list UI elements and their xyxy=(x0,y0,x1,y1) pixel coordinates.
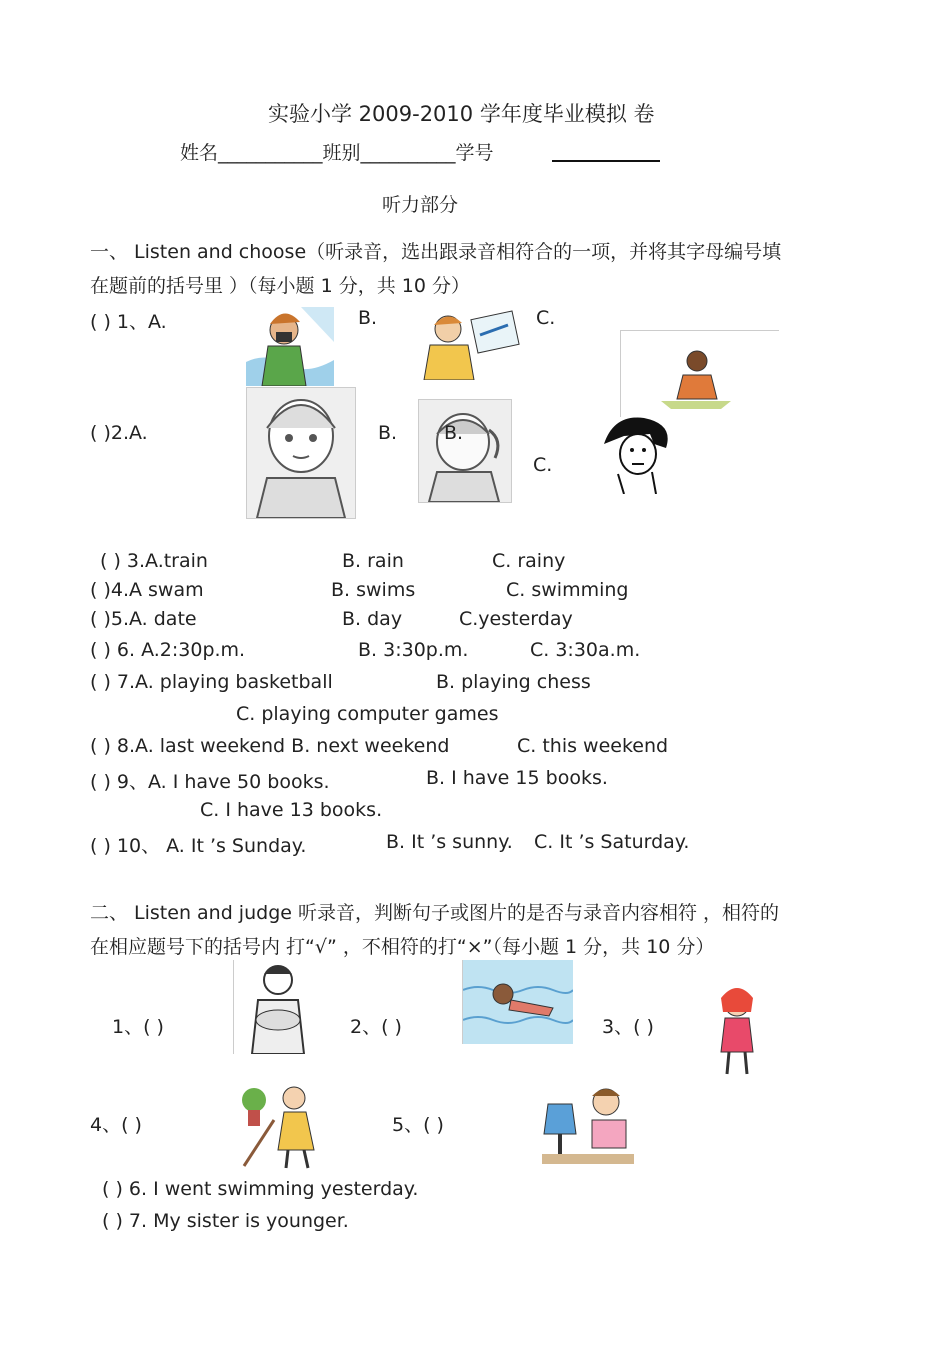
student-info-line xyxy=(180,138,494,165)
judge-item-3: 3、( ) xyxy=(602,1016,654,1038)
section-title: 听力部分 xyxy=(382,194,459,216)
q5-b: B. day xyxy=(342,608,403,630)
judge-3-picture xyxy=(707,982,761,1078)
q4-c: C. swimming xyxy=(506,579,629,601)
part1-heading-1: 一、 Listen and choose（听录音，选出跟录音相符合的一项，并将其字母编号填 xyxy=(90,241,782,263)
page-title: 实验小学 2009-2010 学年度毕业模拟 卷 xyxy=(268,102,655,126)
q7-b: B. playing chess xyxy=(436,671,591,693)
q4-paren: ( )4.A swam xyxy=(90,579,204,601)
judge-5-picture xyxy=(542,1084,634,1164)
q8-paren: ( ) 8.A. last weekend B. next weekend xyxy=(90,735,450,757)
q2-b-label: B. xyxy=(378,422,398,444)
q4-b: B. swims xyxy=(331,579,416,601)
part1-heading-2: 在题前的括号里 ）（每小题 1 分，共 10 分） xyxy=(90,275,470,297)
judge-item-4: 4、( ) xyxy=(90,1114,142,1136)
q2-b-inner-label: B. xyxy=(444,422,464,444)
judge-2-picture xyxy=(462,960,573,1044)
q2-paren: ( )2.A. xyxy=(90,422,148,444)
q3-paren: ( ) 3.A.train xyxy=(100,550,208,572)
q1-b-picture xyxy=(418,305,522,380)
q8-c: C. this weekend xyxy=(517,735,669,757)
q10-c: C. It ’s Saturday. xyxy=(534,831,690,853)
q1-a-picture xyxy=(246,302,334,386)
q9-paren: ( ) 9、A. I have 50 books. xyxy=(90,771,330,793)
name-blank: ___________ xyxy=(218,142,323,164)
judge-item-1: 1、( ) xyxy=(112,1016,164,1038)
id-blank-line xyxy=(552,160,660,162)
q6-c: C. 3:30a.m. xyxy=(530,639,641,661)
q6-b: B. 3:30p.m. xyxy=(358,639,469,661)
class-blank: __________ xyxy=(360,142,456,164)
q1-c-picture xyxy=(620,330,779,417)
judge-1-picture xyxy=(233,960,320,1054)
statement-6: ( ) 6. I went swimming yesterday. xyxy=(102,1178,419,1200)
q6-paren: ( ) 6. A.2:30p.m. xyxy=(90,639,246,661)
judge-4-picture xyxy=(234,1080,326,1170)
judge-item-5: 5、( ) xyxy=(392,1114,444,1136)
class-label: 班别 xyxy=(322,142,361,164)
name-label: 姓名 xyxy=(180,142,219,164)
q3-c: C. rainy xyxy=(492,550,566,572)
q7-c: C. playing computer games xyxy=(236,703,499,725)
id-label: 学号 xyxy=(455,142,494,164)
q3-b: B. rain xyxy=(342,550,404,572)
q2-a-picture xyxy=(246,387,356,519)
q9-c: C. I have 13 books. xyxy=(200,799,383,821)
statement-7: ( ) 7. My sister is younger. xyxy=(102,1210,349,1232)
q10-b: B. It ’s sunny. xyxy=(386,831,513,853)
q9-b: B. I have 15 books. xyxy=(426,767,608,789)
q10-paren: ( ) 10、 A. It ’s Sunday. xyxy=(90,835,307,857)
q5-c: C.yesterday xyxy=(459,608,573,630)
judge-item-2: 2、( ) xyxy=(350,1016,402,1038)
q1-c-label: C. xyxy=(536,307,556,329)
q5-paren: ( )5.A. date xyxy=(90,608,197,630)
q1-paren: ( ) 1、A. xyxy=(90,311,167,333)
q2-c-label: C. xyxy=(533,454,553,476)
q7-paren: ( ) 7.A. playing basketball xyxy=(90,671,333,693)
part2-heading-1: 二、 Listen and judge 听录音，判断句子或图片的是否与录音内容相符 ，相符的 xyxy=(90,902,780,924)
q2-c-picture xyxy=(594,414,676,494)
q2-b-picture xyxy=(418,399,512,503)
q1-b-label: B. xyxy=(358,307,378,329)
part2-heading-2: 在相应题号下的括号内 打“√” ，不相符的打“×”（每小题 1 分，共 10 分） xyxy=(90,936,715,958)
